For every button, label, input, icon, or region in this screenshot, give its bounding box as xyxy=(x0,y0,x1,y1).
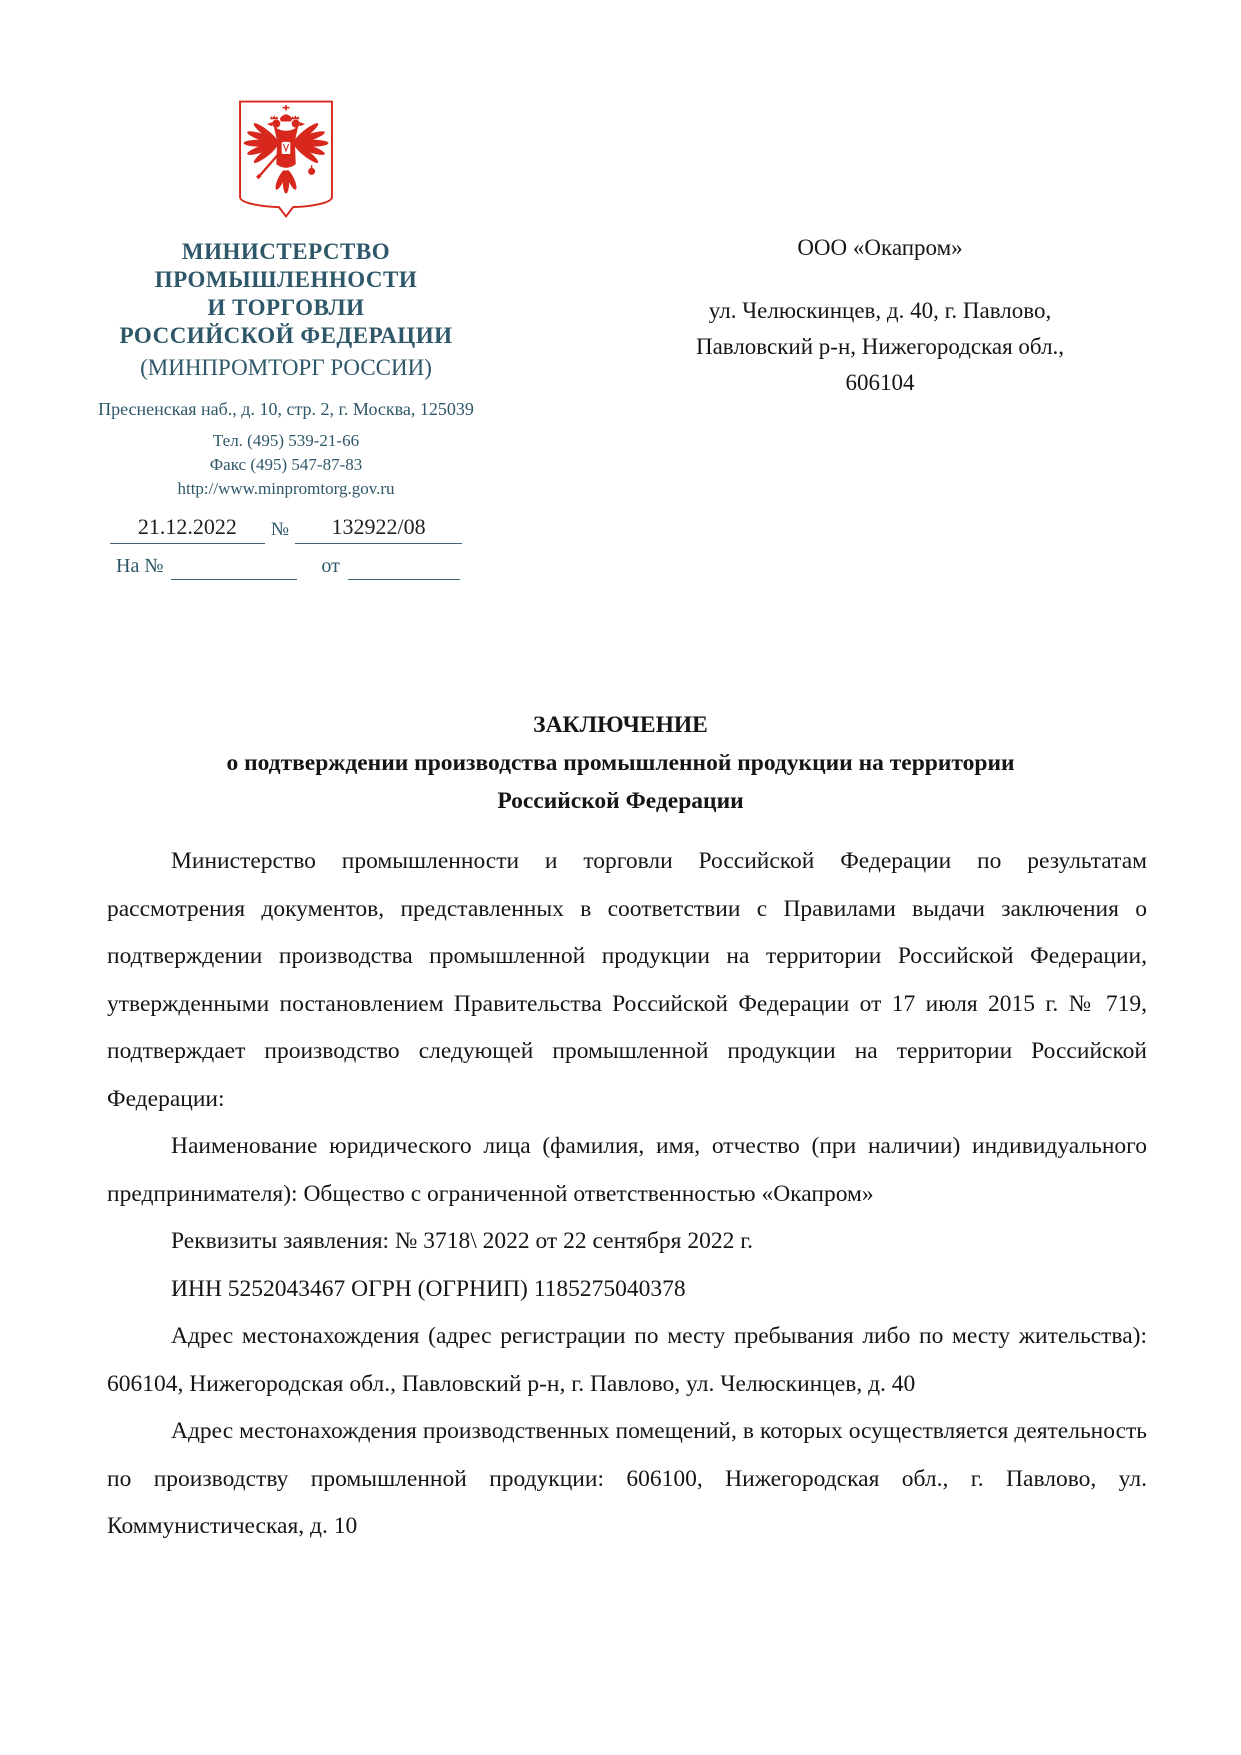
document-date: 21.12.2022 xyxy=(110,514,265,544)
ministry-name-line: РОССИЙСКОЙ ФЕДЕРАЦИИ xyxy=(119,323,453,348)
recipient-address-line: ул. Челюскинцев, д. 40, г. Павлово, xyxy=(708,298,1052,323)
ministry-name xyxy=(66,238,506,350)
body-paragraph: Реквизиты заявления: № 3718\ 2022 от 22 сентября 2022 г. xyxy=(171,1228,754,1254)
recipient-address-line: 606104 xyxy=(845,370,915,395)
letterhead-left-column xyxy=(66,95,506,580)
ministry-website: http://www.minpromtorg.gov.ru xyxy=(177,479,395,498)
coat-of-arms-icon xyxy=(233,95,339,223)
ref-number-label: На № xyxy=(116,555,164,577)
body-paragraph: Адрес местонахождения производственных помещений, в которых осуществляется деятельность по производству промышленной продукции: 606100, Нижегородская обл., г. Павлово, ул. Коммунистическая, д. 10 xyxy=(107,1418,1147,1539)
recipient-block xyxy=(640,233,1120,401)
ministry-address: Пресненская наб., д. 10, стр. 2, г. Москва, 125039 xyxy=(98,399,474,419)
body-paragraph: Наименование юридического лица (фамилия, имя, отчество (при наличии) индивидуального предпринимателя): Общество с ограниченной ответственностью «Окапром» xyxy=(107,1133,1147,1207)
ministry-name-line: МИНИСТЕРСТВО xyxy=(181,239,391,264)
document-body xyxy=(107,838,1147,1551)
ref-from-label: от xyxy=(321,555,340,577)
number-sign-label: № xyxy=(270,519,290,540)
ministry-phone: Тел. (495) 539-21-66 xyxy=(212,431,360,450)
ministry-name-line: ПРОМЫШЛЕННОСТИ xyxy=(154,267,418,292)
ministry-contacts xyxy=(66,429,506,501)
ministry-fax: Факс (495) 547-87-83 xyxy=(209,455,363,474)
ministry-short-name: (МИНПРОМТОРГ РОССИИ) xyxy=(140,355,432,380)
reference-number-row xyxy=(66,555,506,580)
document-title-line: Российской Федерации xyxy=(497,788,744,814)
ministry-name-line: И ТОРГОВЛИ xyxy=(207,295,365,320)
ref-number-blank xyxy=(171,557,297,580)
body-paragraph: Адрес местонахождения (адрес регистрации по месту пребывания либо по месту жительства): 606104, Нижегородская обл., Павловский р-н, г. Павлово, ул. Челюскинцев, д. 40 xyxy=(107,1323,1147,1397)
ref-date-blank xyxy=(348,557,460,580)
body-paragraph: Министерство промышленности и торговли Российской Федерации по результатам рассмотрения документов, представленных в соответствии с Правилами выдачи заключения о подтверждении производства промышленной продукции на территории Российской Федерации, утвержденными постановлением Правительства Российской Федерации от 17 июля 2015 г. № 719, подтверждает производство следующей промышленной продукции на территории Российской Федерации: xyxy=(107,848,1147,1112)
recipient-name: ООО «Окапром» xyxy=(797,235,963,260)
body-paragraph: ИНН 5252043467 ОГРН (ОГРНИП) 1185275040378 xyxy=(171,1275,686,1302)
date-number-row xyxy=(66,514,506,544)
document-title-line: о подтверждении производства промышленной продукции на территории xyxy=(226,750,1015,776)
recipient-address-line: Павловский р-н, Нижегородская обл., xyxy=(695,334,1065,359)
document-title-line: ЗАКЛЮЧЕНИЕ xyxy=(533,712,708,738)
document-number: 132922/08 xyxy=(295,514,462,544)
document-title xyxy=(100,706,1141,820)
recipient-address xyxy=(640,293,1120,401)
